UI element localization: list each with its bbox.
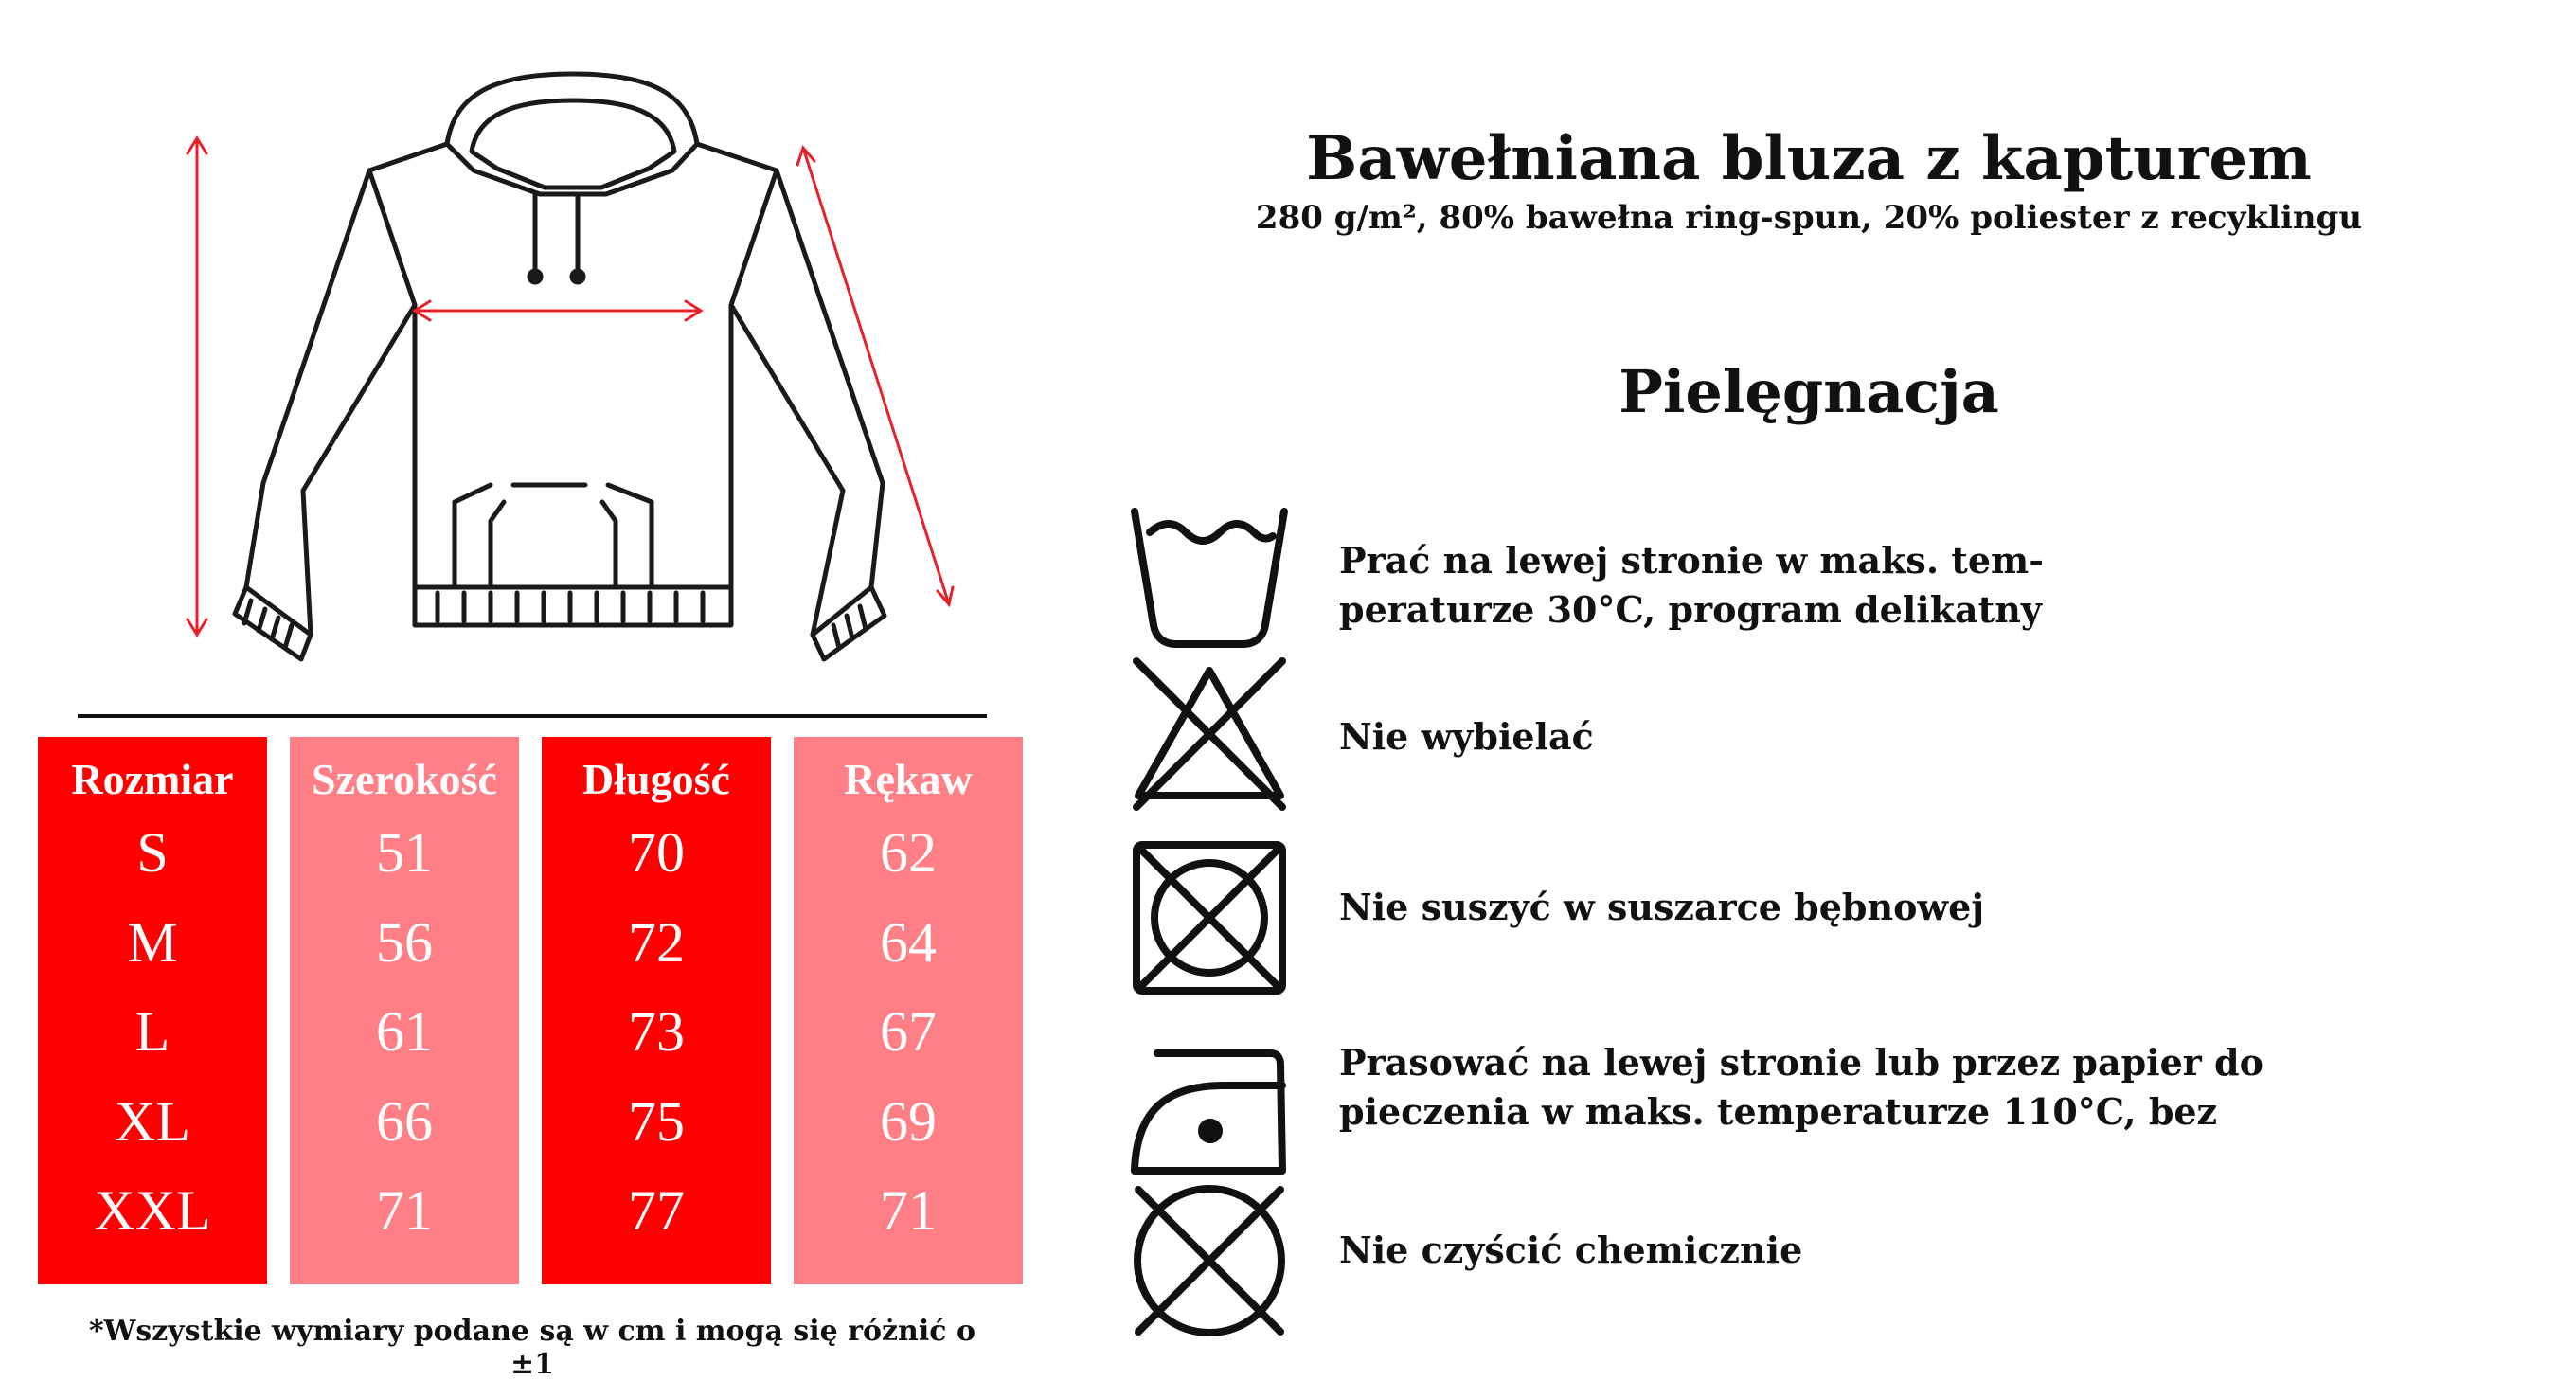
iron-low-icon bbox=[1129, 1019, 1290, 1180]
care-text-wash: Prać na lewej stronie w maks. tem- peraturze 30°C, program delikatny bbox=[1339, 539, 2044, 631]
product-subtitle: 280 g/m², 80% bawełna ring-spun, 20% poliester z recyklingu bbox=[1255, 199, 2363, 237]
length-cell: 73 bbox=[628, 1000, 685, 1063]
sleeve-cell: 69 bbox=[880, 1089, 937, 1153]
size-cell: XL bbox=[115, 1089, 190, 1153]
no-dry-clean-icon bbox=[1129, 1180, 1290, 1341]
size-column bbox=[38, 737, 267, 1284]
length-column bbox=[542, 737, 771, 1284]
width-cell: 61 bbox=[376, 1000, 433, 1063]
sleeve-cell: 64 bbox=[880, 910, 937, 974]
sleeve-cell: 71 bbox=[880, 1179, 937, 1242]
column-header-sleeve: Rękaw bbox=[844, 755, 973, 803]
no-bleach-icon bbox=[1129, 654, 1290, 815]
sleeve-column bbox=[794, 737, 1023, 1284]
care-text-dry: Nie suszyć w suszarce bębnowej bbox=[1339, 886, 1985, 928]
size-cell: L bbox=[134, 1000, 170, 1063]
sleeve-cell: 67 bbox=[880, 1000, 937, 1063]
product-title: Bawełniana bluza z kapturem bbox=[1306, 123, 2312, 194]
table-top-rule bbox=[78, 714, 987, 718]
care-text-dry-clean: Nie czyścić chemicznie bbox=[1339, 1229, 1803, 1271]
length-cell: 70 bbox=[628, 821, 685, 884]
size-cell: S bbox=[136, 821, 169, 884]
width-cell: 66 bbox=[376, 1089, 433, 1153]
width-column bbox=[290, 737, 519, 1284]
length-cell: 75 bbox=[628, 1089, 685, 1153]
size-cell: M bbox=[127, 910, 178, 974]
width-cell: 71 bbox=[376, 1179, 433, 1242]
column-header-length: Długość bbox=[582, 755, 730, 803]
care-text-bleach: Nie wybielać bbox=[1339, 715, 1594, 758]
length-cell: 77 bbox=[628, 1179, 685, 1242]
care-heading: Pielęgnacja bbox=[1619, 357, 1999, 426]
size-cell: XXL bbox=[94, 1179, 211, 1242]
column-header-size: Rozmiar bbox=[71, 755, 234, 803]
width-cell: 56 bbox=[376, 910, 433, 974]
length-cell: 72 bbox=[628, 910, 685, 974]
sleeve-cell: 62 bbox=[880, 821, 937, 884]
care-text-iron: Prasować na lewej stronie lub przez papier do pieczenia w maks. temperaturze 110°C, bez bbox=[1339, 1041, 2263, 1133]
width-cell: 51 bbox=[376, 821, 433, 884]
no-tumble-dry-icon bbox=[1129, 837, 1290, 998]
column-header-width: Szerokość bbox=[312, 755, 497, 803]
size-footnote: *Wszystkie wymiary podane są w cm i mogą się różnić o ±1 bbox=[88, 1315, 975, 1381]
hoodie-measurement-icon bbox=[170, 57, 985, 673]
wash-30-gentle-icon bbox=[1129, 502, 1290, 663]
